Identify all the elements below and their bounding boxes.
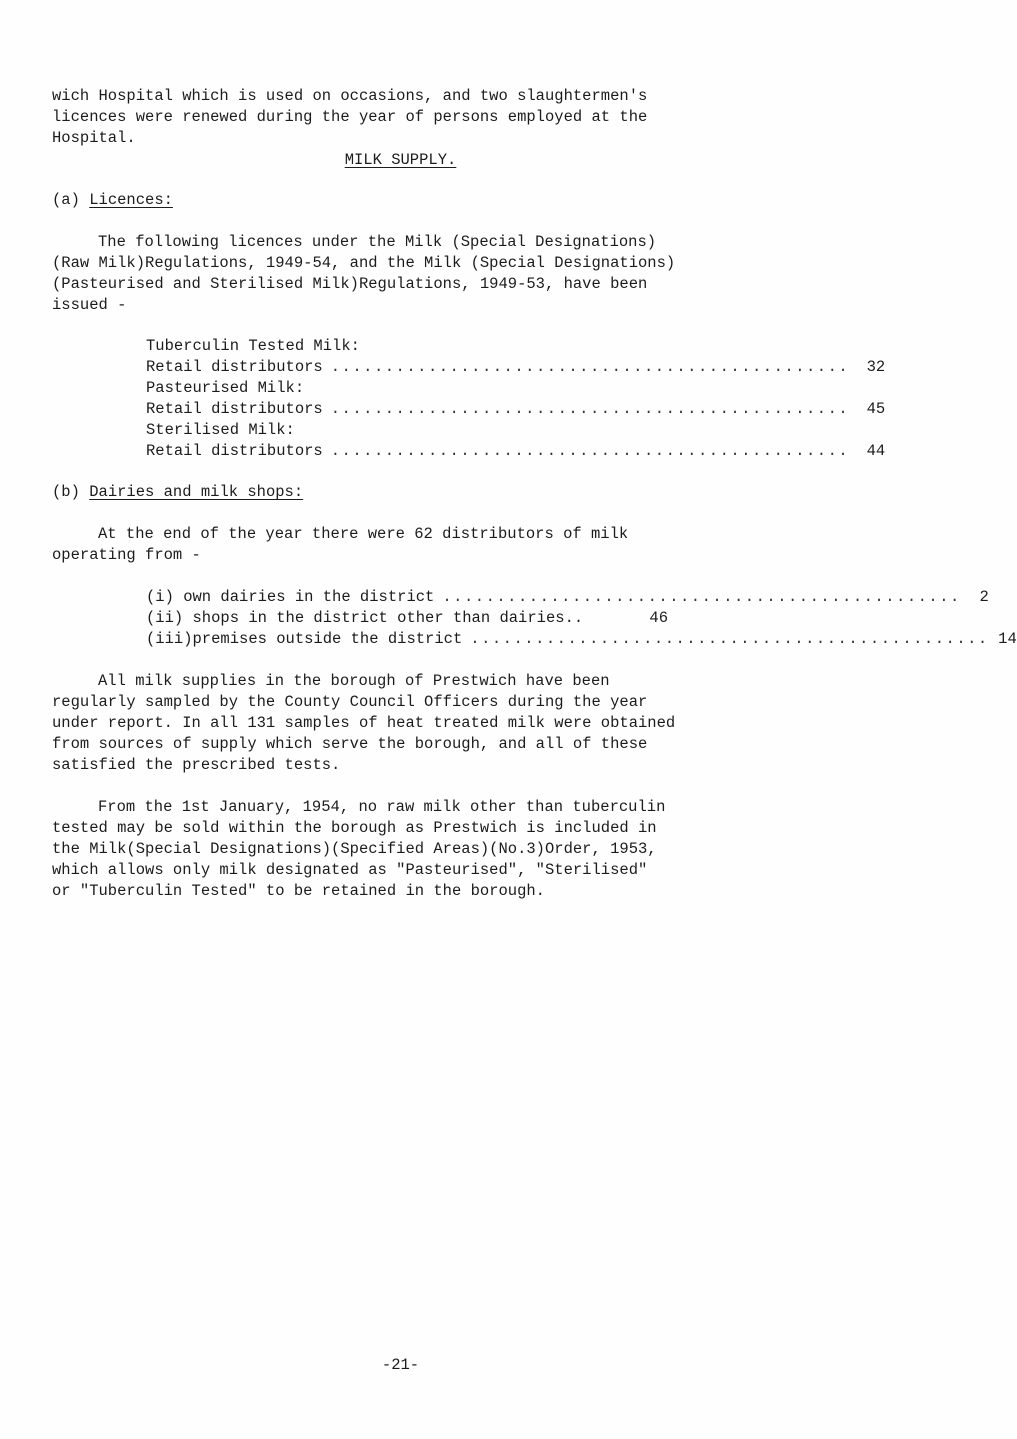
licence-group-title: Tuberculin Tested Milk: [146, 337, 360, 355]
dairies-heading-marker: (b) [52, 483, 80, 501]
dairies-intro-line: At the end of the year there were 62 distributors of milk [98, 525, 629, 543]
dairy-item [146, 587, 989, 607]
licence-row-label: Retail distributors [146, 442, 323, 460]
licences-paragraph-line: The following licences under the Milk (Special Designations) [98, 233, 657, 251]
dot-leader [583, 608, 640, 628]
licences-heading-text: Licences: [89, 191, 173, 209]
sampling-line: satisfied the prescribed tests. [52, 756, 341, 774]
licences-paragraph-line: (Pasteurised and Sterilised Milk)Regulations, 1949-53, have been [52, 275, 648, 293]
dairy-item-value: 2 [979, 588, 989, 606]
dairy-item-value: 46 [649, 609, 668, 627]
dairy-item-label: (ii) shops in the district other than dairies.. [146, 609, 584, 627]
intro-line: licences were renewed during the year of persons employed at the [52, 108, 648, 126]
licences-paragraph-line: (Raw Milk)Regulations, 1949-54, and the Milk (Special Designations) [52, 254, 676, 272]
dairy-item-label: (i) own dairies in the district [146, 588, 435, 606]
licence-row [146, 441, 886, 461]
licence-row-value: 44 [866, 442, 886, 460]
sampling-line: regularly sampled by the County Council Officers during the year [52, 693, 648, 711]
designation-line: From the 1st January, 1954, no raw milk other than tuberculin [98, 798, 666, 816]
sampling-line: from sources of supply which serve the borough, and all of these [52, 735, 648, 753]
dairy-item [146, 608, 668, 628]
designation-line: tested may be sold within the borough as Prestwich is included in [52, 819, 657, 837]
designation-line: or "Tuberculin Tested" to be retained in the borough. [52, 882, 545, 900]
designation-line: which allows only milk designated as "Pasteurised", "Sterilised" [52, 861, 648, 879]
dairies-heading [52, 482, 303, 502]
sampling-line: under report. In all 131 samples of heat treated milk were obtained [52, 714, 676, 732]
dot-leader: ................................................ [330, 358, 850, 376]
page-number: -21- [381, 1356, 420, 1374]
dot-leader: ................................................ [442, 588, 961, 606]
licence-row [146, 357, 886, 377]
licence-row-label: Retail distributors [146, 400, 323, 418]
intro-line: wich Hospital which is used on occasions, and two slaughtermen's [52, 87, 648, 105]
dairy-item-label: (iii)premises outside the district [146, 630, 463, 648]
sampling-line: All milk supplies in the borough of Prestwich have been [98, 672, 610, 690]
dairy-item [146, 629, 1017, 649]
licence-row-value: 32 [866, 358, 886, 376]
section-title: MILK SUPPLY. [344, 151, 457, 169]
licences-heading [52, 190, 173, 210]
dot-leader: ................................................ [470, 630, 989, 648]
licence-row-label: Retail distributors [146, 358, 323, 376]
dairy-item-value: 14 [998, 630, 1017, 648]
licence-row [146, 399, 886, 419]
designation-line: the Milk(Special Designations)(Specified Areas)(No.3)Order, 1953, [52, 840, 657, 858]
licence-row-value: 45 [866, 400, 886, 418]
licence-group-title: Pasteurised Milk: [146, 379, 305, 397]
licences-heading-marker: (a) [52, 191, 80, 209]
dairies-intro-line: operating from - [52, 546, 201, 564]
dot-leader: ................................................ [330, 442, 850, 460]
dot-leader: ................................................ [330, 400, 850, 418]
licence-group-title: Sterilised Milk: [146, 421, 295, 439]
dairies-heading-text: Dairies and milk shops: [89, 483, 304, 501]
intro-line: Hospital. [52, 129, 136, 147]
licences-paragraph-line: issued - [52, 296, 127, 314]
